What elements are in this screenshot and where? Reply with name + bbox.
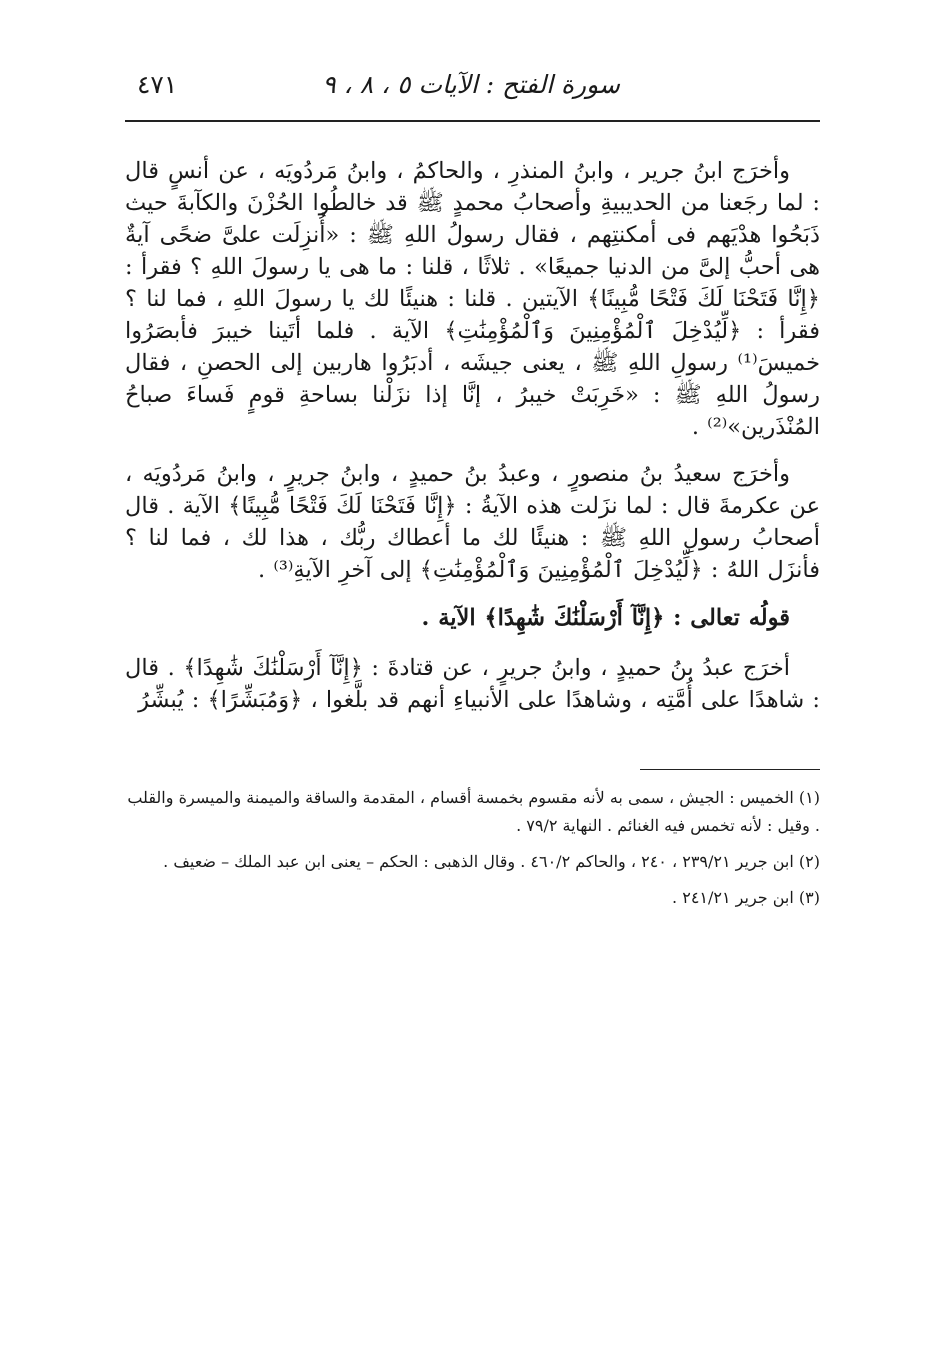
footnote-rule <box>640 769 820 770</box>
paragraph-qatada: أخرَج عبدُ بنُ حميدٍ ، وابنُ جريرٍ ، عن قتادةَ : ﴿إِنَّآ أَرْسَلْنَٰكَ شَٰهِدًا﴾ . قال : شاهدًا على أُمَّتِه ، وشاهدًا على الأنبياءِ أنهم قد بلَّغوا ، ﴿وَمُبَشِّرًا﴾ : يُبشِّرُ <box>125 655 820 714</box>
book-page <box>125 60 820 1320</box>
footnote-3: (٣) ابن جرير ٢٤١/٢١ . <box>672 888 820 907</box>
footnote-2: (٢) ابن جرير ٢٣٩/٢١ ، ٢٤٠ ، والحاكم ٤٦٠/٢ . وقال الذهبى : الحكم – يعنى ابن عبد الملك – ضعيف . <box>163 852 820 871</box>
running-head <box>125 60 820 124</box>
running-title: سورة الفتح : الآيات ٥ ، ٨ ، ٩ <box>322 70 620 99</box>
page-number: ٤٧١ <box>137 70 178 99</box>
paragraph-ikrima: وأخرَج سعيدُ بنُ منصورٍ ، وعبدُ بنُ حميدٍ ، وابنُ جريرٍ ، وابنُ مَردُويَه ، عن عكرمةَ قال : لما نزَلت هذه الآيةُ : ﴿إِنَّا فَتَحْنَا لَكَ فَتْحًا مُّبِينًا﴾ الآية . قال أصحابُ رسولِ اللهِ ﷺ : هنيئًا لك ما أعطاك ربُّك ، هذا لك ، فما لنا ؟ فأنزَل اللهُ : ﴿لِّيُدْخِلَ ٱلْمُؤْمِنِينَ وَٱلْمُؤْمِنَٰتِ﴾ إلى آخرِ الآيةِ⁽³⁾ . <box>125 461 820 584</box>
main-text <box>125 156 820 717</box>
footnote-1: (١) الخميس : الجيش ، سمى به لأنه مقسوم بخمسة أقسام ، المقدمة والساقة والميمنة والميسرة والقلب . وقيل : لأنه تخمس فيه الغنائم . النهاية ٧٩/٢ . <box>127 788 820 835</box>
verse-heading: قولُه تعالى : ﴿إِنَّآ أَرْسَلْنَٰكَ شَٰهِدًا﴾ الآية . <box>421 605 790 632</box>
header-rule <box>125 120 820 122</box>
paragraph-anas: وأخرَج ابنُ جرير ، وابنُ المنذرِ ، والحاكمُ ، وابنُ مَردُويَه ، عن أنسٍ قال : لما رجَعنا من الحديبيةِ وأصحابُ محمدٍ ﷺ قد خالطُوا الحُزْنَ والكآبةَ حيث ذَبَحُوا هدْيَهم فى أمكنتِهم ، فقال رسولُ اللهِ ﷺ : «أُنزِلَت علىَّ ضحًى آيةٌ هى أحبُّ إلىَّ من الدنيا جميعًا» . ثلاثًا ، قلنا : ما هى يا رسولَ اللهِ ؟ فقرأ : ﴿إِنَّا فَتَحْنَا لَكَ فَتْحًا مُّبِينًا﴾ الآيتين . قلنا : هنيئًا لك يا رسولَ اللهِ ، فما لنا ؟ فقرأ : ﴿لِّيُدْخِلَ ٱلْمُؤْمِنِينَ وَٱلْمُؤْمِنَٰتِ﴾ الآية . فلما أتَينا خيبرَ فأبصَرُوا خميسَ⁽¹⁾ رسولِ اللهِ ﷺ ، يعنى جيشَه ، أدبَرُوا هاربين إلى الحصنِ ، فقال رسولُ اللهِ ﷺ : «خَرِبَتْ خيبرُ ، إنَّا إذا نزَلْنا بساحةِ قومٍ فَساءَ صباحُ المُنْذَرين»⁽²⁾ . <box>125 158 820 440</box>
footnotes <box>125 784 820 912</box>
